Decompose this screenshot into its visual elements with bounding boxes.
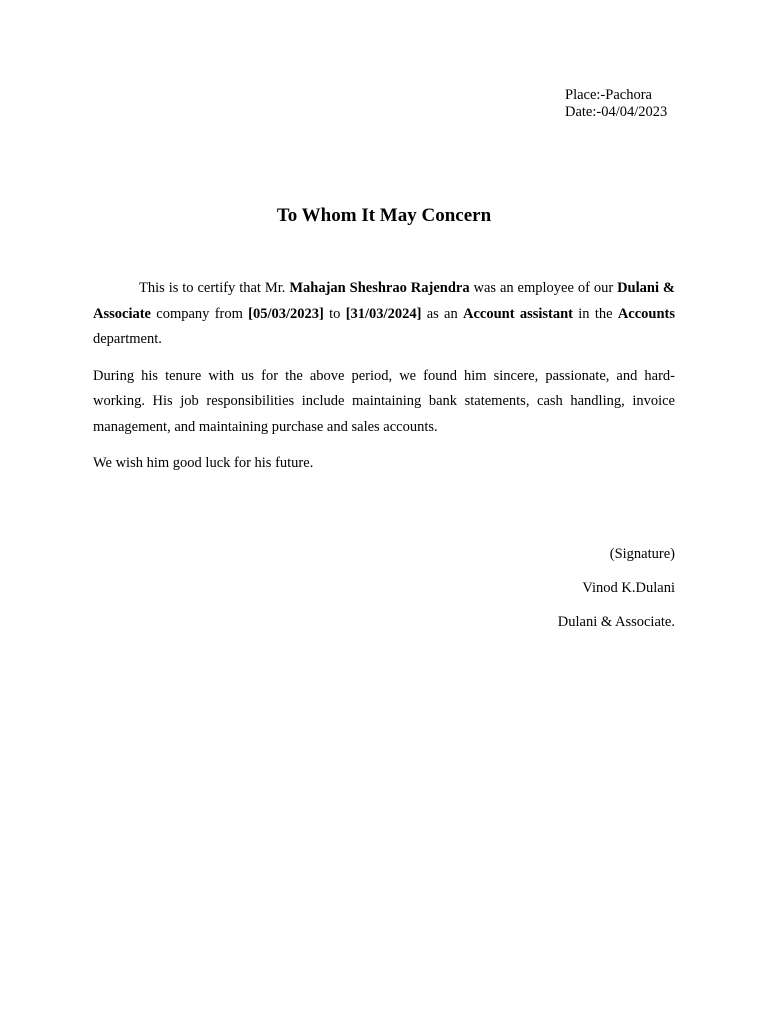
date-text: Date:-04/04/2023: [565, 104, 668, 120]
job-position: Account assistant: [463, 305, 573, 322]
p1-text-1: This is to certify that Mr.: [139, 280, 290, 296]
employee-name: Mahajan Sheshrao Rajendra: [289, 280, 470, 296]
p1-text-2: was an employee of our: [469, 280, 618, 296]
start-date: [05/03/2023]: [248, 305, 324, 322]
signatory-company: Dulani & Associate.: [557, 614, 675, 630]
p1-text-7: department.: [93, 331, 162, 347]
p1-text-6: in the: [573, 305, 618, 322]
company-name: Dulani & Associate: [93, 280, 675, 322]
department-name: Accounts: [617, 305, 676, 322]
signature-block: [558, 537, 675, 639]
place-text: Place:-Pachora: [565, 87, 652, 103]
p1-text-4: to: [323, 305, 346, 322]
p1-text-3: company from: [151, 305, 249, 322]
tenure-paragraph: During his tenure with us for the above period, we found him sincere, passionate, and hard-working. His job responsibilities include maintaining bank statements, cash handling, invoice management, and maintaining purchase and sales accounts.: [93, 367, 675, 435]
letter-title: To Whom It May Concern: [276, 205, 492, 226]
signature-label: (Signature): [609, 546, 675, 562]
p1-text-5: as an: [421, 305, 463, 322]
wishes-paragraph: We wish him good luck for his future.: [93, 455, 314, 471]
signatory-name: Vinod K.Dulani: [582, 580, 675, 596]
end-date: [31/03/2024]: [345, 305, 422, 322]
letter-body: [93, 276, 675, 488]
certification-paragraph: [93, 276, 675, 353]
place-date-block: [565, 87, 667, 121]
